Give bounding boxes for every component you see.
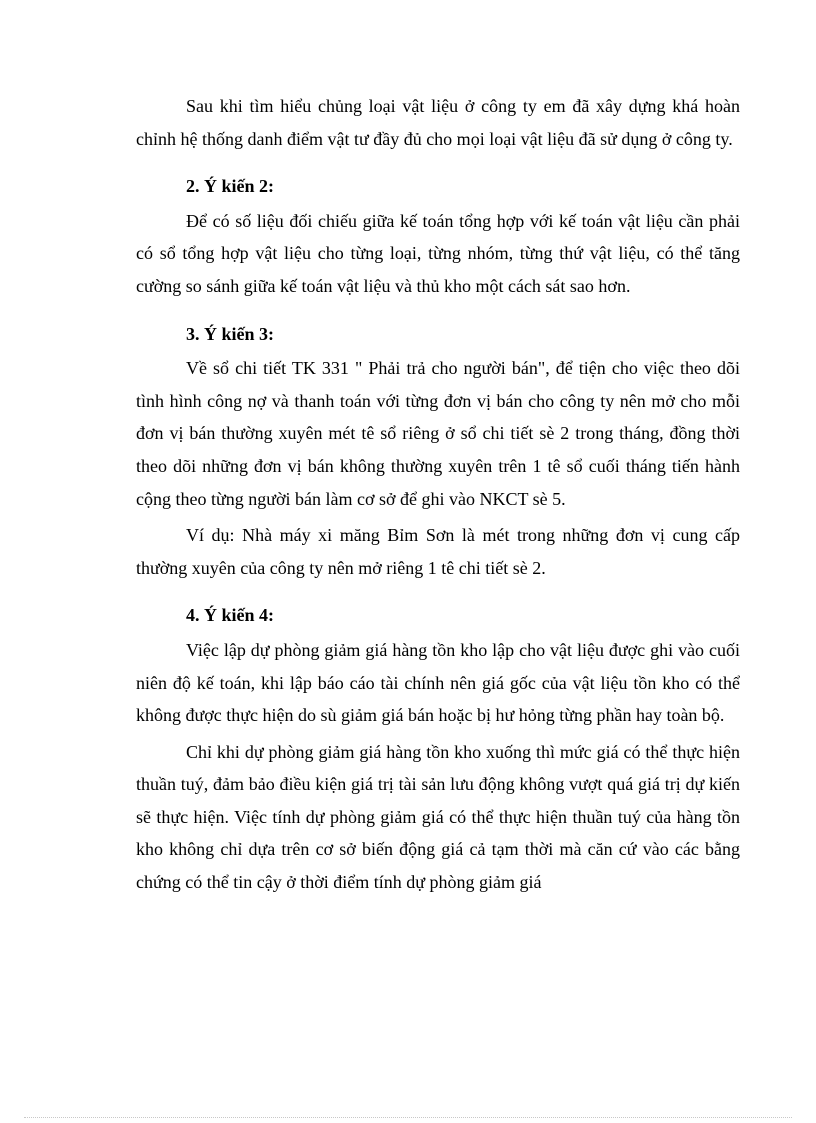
heading-y-kien-2: 2. Ý kiến 2: <box>186 176 275 197</box>
heading-y-kien-3: 3. Ý kiến 3: <box>186 323 275 344</box>
paragraph-y-kien-3: Về sổ chi tiết TK 331 " Phải trả cho người bán", để tiện cho việc theo dõi tình hình công nợ và thanh toán với từng đơn vị bán cho công ty nên mở cho mỗi đơn vị bán thường xuyên mét tê sổ riêng ở sổ chi tiết sè 2 trong tháng, đồng thời theo dõi những đơn vị bán không thường xuyên trên 1 tê sổ cuối tháng tiến hành cộng theo từng người bán làm cơ sở để ghi vào NKCT sè 5. <box>136 358 740 509</box>
paragraph-example: Ví dụ: Nhà máy xi măng Bỉm Sơn là mét trong những đơn vị cung cấp thường xuyên của công ty nên mở riêng 1 tê chi tiết sè 2. <box>136 525 740 578</box>
paragraph-y-kien-4: Việc lập dự phòng giảm giá hàng tồn kho lập cho vật liệu được ghi vào cuối niên độ kế toán, khi lập báo cáo tài chính nên giá gốc của vật liệu tồn kho có thể không được thực hiện do sù giảm giá bán hoặc bị hư hỏng từng phần hay toàn bộ. <box>136 639 740 726</box>
paragraph-intro: Sau khi tìm hiểu chủng loại vật liệu ở công ty em đã xây dựng khá hoàn chỉnh hệ thống danh điểm vật tư đầy đủ cho mọi loại vật liệu đã sử dụng ở công ty. <box>136 96 740 149</box>
page-bottom-divider <box>24 1117 792 1118</box>
heading-y-kien-4: 4. Ý kiến 4: <box>186 605 275 626</box>
paragraph-y-kien-2: Để có số liệu đối chiếu giữa kế toán tổng hợp với kế toán vật liệu cần phải có sổ tổng hợp vật liệu cho từng loại, từng nhóm, từng thứ vật liệu, có thể tăng cường so sánh giữa kế toán vật liệu và thủ kho một cách sát sao hơn. <box>136 210 740 296</box>
paragraph-inventory-provision: Chỉ khi dự phòng giảm giá hàng tồn kho xuống thì mức giá có thể thực hiện thuần tuý, đảm bảo điều kiện giá trị tài sản lưu động không vượt quá giá trị dự kiến sẽ thực hiện. Việc tính dự phòng giảm giá có thể thực hiện thuần tuý của hàng tồn kho không chỉ dựa trên cơ sở biến động giá cả tạm thời mà căn cứ vào các bằng chứng có thể tin cậy ở thời điểm tính dự phòng giảm giá <box>136 741 740 893</box>
document-body <box>136 90 740 899</box>
